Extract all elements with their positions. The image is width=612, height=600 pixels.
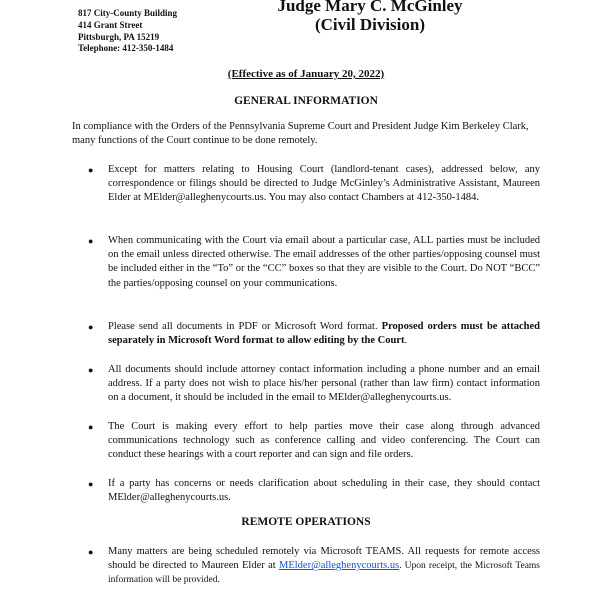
list-item-text-bold: Proposed orders must be attached separately in Microsoft Word format to allow editing by the Court	[108, 321, 540, 347]
intro-paragraph: In compliance with the Orders of the Pennsylvania Supreme Court and President Judge Kim Berkeley Clark, many functions of the Court continue to be done remotely.	[72, 121, 529, 147]
judge-title	[250, 0, 490, 34]
court-address-block	[78, 8, 177, 55]
list-item-text-plain: Please send all documents in PDF or Microsoft Word format.	[108, 321, 382, 332]
bullet-icon: ●	[88, 365, 94, 375]
list-item-text: The Court is making every effort to help parties move their case along through advanced communications technology such as conference calling and video conferencing. The Court can conduct these hearings with a court reporter and can sign and file orders.	[108, 421, 540, 461]
list-item	[88, 234, 540, 291]
telephone-line: Telephone: 412-350-1484	[78, 43, 174, 54]
list-item-text	[108, 545, 540, 588]
list-item-text-end: .	[404, 335, 408, 347]
list-item	[88, 363, 540, 406]
address-line: 414 Grant Street	[78, 19, 143, 30]
list-item	[88, 320, 540, 348]
division-name: (Civil Division)	[314, 15, 426, 34]
remote-operations-heading: REMOTE OPERATIONS	[241, 516, 371, 528]
list-item	[88, 545, 540, 588]
bullet-icon: ●	[88, 479, 94, 489]
list-item-text-after: . Upon receipt, the Microsoft Teams information will be provided.	[108, 561, 540, 586]
bullet-icon: ●	[88, 322, 94, 332]
list-item	[88, 163, 540, 206]
bullet-icon: ●	[88, 236, 94, 246]
list-item-text	[108, 320, 540, 348]
list-item-text: All documents should include attorney contact information including a phone number and an email address. If a party does not wish to place his/her personal (rather than law firm) contact information on a document, it should be included in the email to MElder@alleghenycourts.us.	[108, 364, 540, 404]
bullet-icon: ●	[88, 422, 94, 432]
list-item-text: If a party has concerns or needs clarification about scheduling in their case, they should contact MElder@alleghenycourts.us.	[108, 478, 540, 504]
bullet-icon: ●	[88, 547, 94, 557]
list-item	[88, 477, 540, 505]
list-item-text: Except for matters relating to Housing Court (landlord-tenant cases), addressed below, any correspondence or filings should be directed to Judge McGinley’s Administrative Assistant, Maureen Elder at MElder@alleghenycourts.us. You may also contact Chambers at 412-350-1484.	[108, 164, 540, 204]
email-link[interactable]: MElder@alleghenycourts.us	[279, 560, 400, 572]
effective-date: (Effective as of January 20, 2022)	[227, 68, 385, 80]
list-item-text: When communicating with the Court via email about a particular case, ALL parties must be included on the email unless directed otherwise. The email addresses of the other parties/opposing counsel must be included either in the “To” or the “CC” boxes so that they are visible to the Court. Do NOT “BCC” the parties/opposing counsel on your communications.	[108, 235, 540, 289]
address-line: 817 City-County Building	[78, 8, 178, 18]
bullet-icon: ●	[88, 165, 94, 175]
list-item	[88, 420, 540, 463]
judge-name: Judge Mary C. McGinley	[277, 0, 463, 15]
list-item-text-before: Many matters are being scheduled remotely via Microsoft TEAMS. All requests for remote access should be directed to Maureen Elder at	[108, 546, 540, 572]
general-information-heading: GENERAL INFORMATION	[234, 95, 378, 107]
address-line: Pittsburgh, PA 15219	[78, 31, 160, 42]
